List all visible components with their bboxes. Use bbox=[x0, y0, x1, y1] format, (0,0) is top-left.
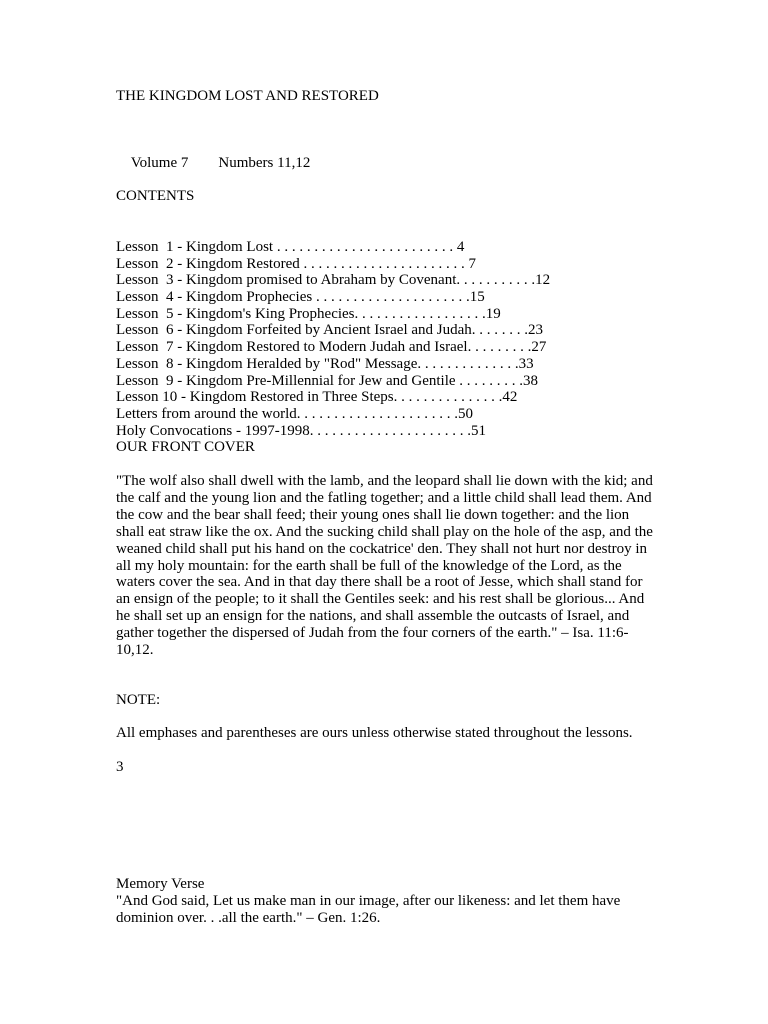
note-text: All emphases and parentheses are ours unless otherwise stated throughout the lessons. bbox=[116, 725, 633, 741]
toc-entry: Lesson 10 - Kingdom Restored in Three Steps. . . . . . . . . . . . . . .42 bbox=[116, 389, 518, 406]
toc-entry: Lesson 5 - Kingdom's King Prophecies. . . . . . . . . . . . . . . . . .19 bbox=[116, 305, 501, 322]
note-label: NOTE: bbox=[116, 692, 161, 708]
contents-heading: CONTENTS bbox=[116, 188, 195, 204]
toc-entry: Holy Convocations - 1997-1998. . . . . . . . . . . . . . . . . . . . . .51 bbox=[116, 422, 486, 439]
toc-entry: Lesson 2 - Kingdom Restored . . . . . . . . . . . . . . . . . . . . . . 7 bbox=[116, 255, 476, 272]
table-of-contents bbox=[116, 239, 550, 456]
toc-entry: Lesson 8 - Kingdom Heralded by "Rod" Message. . . . . . . . . . . . . .33 bbox=[116, 355, 534, 372]
volume-line bbox=[116, 138, 310, 189]
toc-entry: Lesson 6 - Kingdom Forfeited by Ancient Israel and Judah. . . . . . . .23 bbox=[116, 322, 544, 339]
document-title: THE KINGDOM LOST AND RESTORED bbox=[116, 88, 379, 104]
front-cover-quote: "The wolf also shall dwell with the lamb, and the leopard shall lie down with the kid; and the calf and the young lion and the fatling together; and a little child shall lead them. And the cow and the bear shall feed; their young ones shall lie down together: and the lion shall eat straw like the ox. And the sucking child shall play on the hole of the asp, and the weaned child shall put his hand on the cockatrice' den. They shall not hurt nor destroy in all my holy mountain: for the earth shall be full of the knowledge of the Lord, as the waters cover the sea. And in that day there shall be a root of Jesse, which shall stand for an ensign of the people; to it shall the Gentiles seek: and his rest shall be glorious... And he shall set up an ensign for the nations, and shall assemble the outcasts of Israel, and gather together the dispersed of Judah from the four corners of the earth." – Isa. 11:6-10,12. bbox=[116, 473, 653, 659]
issue-numbers: Numbers 11,12 bbox=[218, 155, 311, 171]
volume-number: Volume 7 bbox=[130, 155, 189, 171]
toc-entry: Lesson 4 - Kingdom Prophecies . . . . . . . . . . . . . . . . . . . . .15 bbox=[116, 289, 485, 306]
toc-entry: OUR FRONT COVER bbox=[116, 439, 255, 456]
memory-verse-label: Memory Verse bbox=[116, 876, 205, 892]
page-number: 3 bbox=[116, 759, 124, 775]
toc-entry: Lesson 1 - Kingdom Lost . . . . . . . . . . . . . . . . . . . . . . . . 4 bbox=[116, 239, 465, 255]
memory-verse-text: "And God said, Let us make man in our image, after our likeness: and let them have dominion over. . .all the earth." – Gen. 1:26. bbox=[116, 893, 621, 926]
toc-entry: Letters from around the world. . . . . . . . . . . . . . . . . . . . . .50 bbox=[116, 405, 474, 422]
toc-entry: Lesson 9 - Kingdom Pre-Millennial for Jew and Gentile . . . . . . . . .38 bbox=[116, 372, 539, 389]
toc-entry: Lesson 3 - Kingdom promised to Abraham by Covenant. . . . . . . . . . .12 bbox=[116, 272, 551, 289]
toc-entry: Lesson 7 - Kingdom Restored to Modern Judah and Israel. . . . . . . . .27 bbox=[116, 339, 547, 356]
